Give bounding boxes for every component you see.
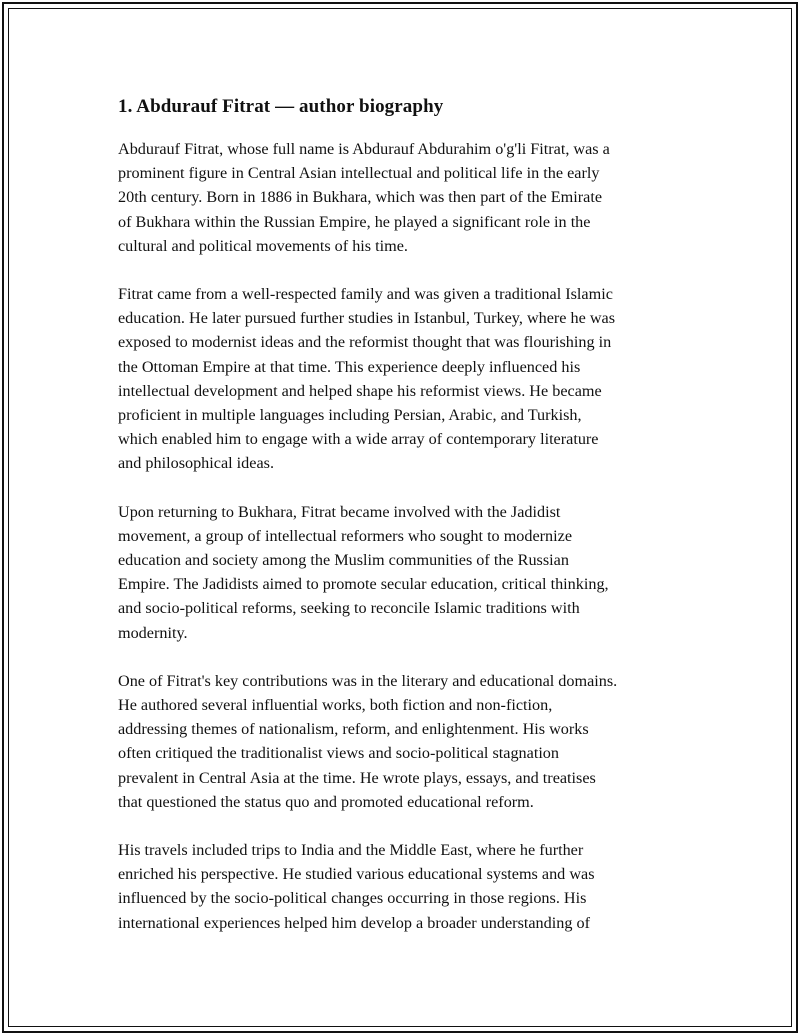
text-line: prominent figure in Central Asian intellectual and political life in the early xyxy=(118,164,600,183)
text-line: exposed to modernist ideas and the reformist thought that was flourishing in xyxy=(118,333,612,352)
paragraph-3 xyxy=(118,500,690,645)
text-line: His travels included trips to India and the Middle East, where he further xyxy=(118,841,584,860)
text-line: enriched his perspective. He studied various educational systems and was xyxy=(118,865,595,884)
text-line: which enabled him to engage with a wide array of contemporary literature xyxy=(118,430,599,449)
text-line: of Bukhara within the Russian Empire, he played a significant role in the xyxy=(118,212,591,231)
text-line: Empire. The Jadidists aimed to promote secular education, critical thinking, xyxy=(118,575,609,594)
text-line: the Ottoman Empire at that time. This experience deeply influenced his xyxy=(118,357,581,376)
paragraph-5 xyxy=(118,838,690,935)
text-line: cultural and political movements of his time. xyxy=(118,236,408,255)
text-line: education. He later pursued further studies in Istanbul, Turkey, where he was xyxy=(118,309,616,328)
text-line: modernity. xyxy=(118,623,188,642)
text-line: prevalent in Central Asia at the time. He wrote plays, essays, and treatises xyxy=(118,768,596,787)
text-line: Abdurauf Fitrat, whose full name is Abdurauf Abdurahim o'g'li Fitrat, was a xyxy=(118,140,610,158)
text-line: and philosophical ideas. xyxy=(118,454,274,473)
text-line: often critiqued the traditionalist views and socio-political stagnation xyxy=(118,744,559,763)
text-line: He authored several influential works, both fiction and non-fiction, xyxy=(118,696,553,715)
text-line: that questioned the status quo and promoted educational reform. xyxy=(118,792,534,811)
text-line: Fitrat came from a well-respected family and was given a traditional Islamic xyxy=(118,285,613,304)
text-line: addressing themes of nationalism, reform, and enlightenment. His works xyxy=(118,720,589,739)
paragraph-2 xyxy=(118,282,690,476)
paragraph-1 xyxy=(118,137,690,258)
paragraph-4 xyxy=(118,669,690,814)
text-line: international experiences helped him develop a broader understanding of xyxy=(118,913,590,932)
text-line: One of Fitrat's key contributions was in the literary and educational domains. xyxy=(118,671,618,690)
text-line: movement, a group of intellectual reformers who sought to modernize xyxy=(118,526,573,545)
text-line: intellectual development and helped shape his reformist views. He became xyxy=(118,381,602,400)
text-line: proficient in multiple languages including Persian, Arabic, and Turkish, xyxy=(118,406,582,425)
text-line: and socio-political reforms, seeking to reconcile Islamic traditions with xyxy=(118,599,580,618)
text-line: Upon returning to Bukhara, Fitrat became involved with the Jadidist xyxy=(118,502,561,521)
text-line: education and society among the Muslim communities of the Russian xyxy=(118,551,569,570)
text-line: 20th century. Born in 1886 in Bukhara, which was then part of the Emirate xyxy=(118,188,603,207)
document-body xyxy=(118,94,690,935)
page-title: 1. Abdurauf Fitrat — author biography xyxy=(118,96,444,117)
text-line: influenced by the socio-political changes occurring in those regions. His xyxy=(118,889,587,908)
